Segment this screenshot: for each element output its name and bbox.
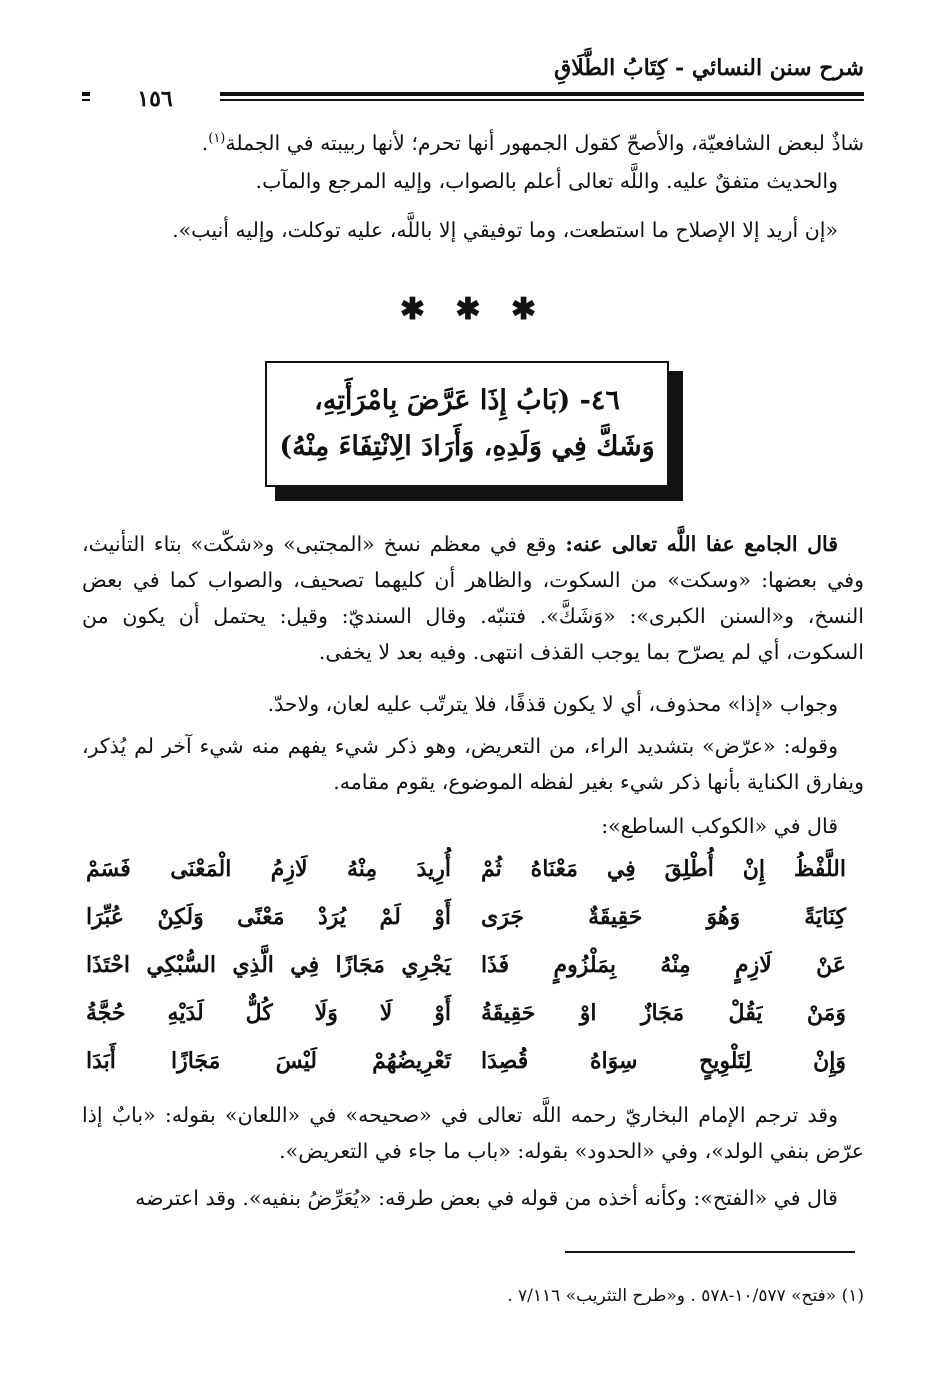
poem-verse <box>82 893 846 941</box>
poem-verse <box>82 941 846 989</box>
verse-first-hemistich: عَنْ لَازِمٍ مِنْهُ بِمَلْزُومٍ فَذَا <box>481 952 846 978</box>
verse-first-hemistich: وَمَنْ يَقُلْ مَجَازٌ اوْ حَقِيقَةُ <box>481 1000 846 1026</box>
section-separator: ✱ ✱ ✱ <box>399 292 547 327</box>
poem-verse <box>82 845 846 893</box>
verse-second-hemistich: أَوْ لَا وَلَا كُلٌّ لَدَيْهِ حُجَّةُ <box>86 1000 451 1026</box>
verse-second-hemistich: أُرِيدَ مِنْهُ لَازِمُ الْمَعْنَى فَسَمْ <box>86 856 451 882</box>
footnote-reference[interactable]: (١) <box>208 131 226 147</box>
verse-second-hemistich: تَعْرِيضُهُمْ لَيْسَ مَجَازًا أَبَدَا <box>86 1048 451 1074</box>
body-paragraph-2: وجواب «إذا» محذوف، أي لا يكون قذفًا، فلا يترتّب عليه لعان، ولاحدّ. <box>267 692 838 716</box>
verse-first-hemistich: اللَّفْظُ إِنْ أُطْلِقَ فِي مَعْنَاهُ ثُمْ <box>481 856 846 882</box>
verse-first-hemistich: كِنَايَةً وَهُوَ حَقِيقَةٌ جَرَى <box>481 904 846 930</box>
chapter-title-line-1: ٤٦- (بَابُ إِذَا عَرَّضَ بِامْرَأَتِهِ، <box>314 385 620 416</box>
body-paragraph-1 <box>82 526 864 670</box>
verse-second-hemistich: يَجْرِي مَجَازًا فِي الَّذِي السُّبْكِي احْتَذَا <box>86 952 451 978</box>
body-text-1: وقع في معظم نسخ «المجتبى» و«شكّت» بتاء التأنيث، وفي بعضها: «وسكت» من السكوت، والظاهر أن كليهما تصحيف، والصواب كما في بعض النسخ، و«السنن الكبرى»: «وَشَكَّ». فتنبّه. وقال السنديّ: وقيل: يحتمل أن يكون من السكوت، أي لم يصرّح بما يوجب القذف انتهى. وفيه بعد لا يخفى. <box>82 532 864 664</box>
intro-text-1-end: . <box>201 131 209 155</box>
body-paragraph-3: وقوله: «عرّض» بتشديد الراء، من التعريض، وهو ذكر شيء يفهم منه شيء آخر لم يُذكر، ويفارق الكناية بأنها ذكر شيء بغير لفظه الموضوع، يقوم مقامه. <box>82 734 864 794</box>
poem-verse <box>82 1037 846 1085</box>
intro-paragraph-3: «إن أريد إلا الإصلاح ما استطعت، وما توفيقي إلا باللَّه، عليه توكلت، وإليه أنيب». <box>172 218 838 242</box>
after-poem-paragraph-1: وقد ترجم الإمام البخاريّ رحمه اللَّه تعالى في «صحيحه» في «اللعان» بقوله: «بابٌ إذا عرّض بنفي الولد»، وفي «الحدود» بقوله: «باب ما جاء في التعريض». <box>82 1103 864 1163</box>
page-number <box>90 84 220 114</box>
chapter-title-box <box>265 361 669 487</box>
after-poem-paragraph-2: قال في «الفتح»: وكأنه أخذه من قوله في بعض طرقه: «يُعَرِّضُ بنفيه». وقد اعترضه <box>135 1186 838 1210</box>
author-lead: قال الجامع عفا اللَّه تعالى عنه: <box>565 532 839 556</box>
verse-second-hemistich: أَوْ لَمْ يُرَدْ مَعْنًى وَلَكِنْ عُبِّرَا <box>86 904 451 930</box>
page-number-text: ١٥٦ <box>137 86 173 112</box>
poem <box>82 845 846 1085</box>
footnote-divider <box>565 1251 855 1253</box>
intro-paragraph-1 <box>82 125 864 161</box>
verse-first-hemistich: وَإِنْ لِتَلْوِيحٍ سِوَاهُ قُصِدَا <box>481 1048 846 1074</box>
intro-text-1: شاذٌ لبعض الشافعيّة، والأصحّ كقول الجمهور أنها تحرم؛ لأنها ربيبته في الجملة <box>225 131 864 155</box>
footnote: (١) «فتح» ١٠/٥٧٧-٥٧٨ . و«طرح التثريب» ٧/١١٦ . <box>507 1286 864 1306</box>
intro-paragraph-2: والحديث متفقٌ عليه. واللَّه تعالى أعلم بالصواب، وإليه المرجع والمآب. <box>255 169 838 193</box>
body-paragraph-4: قال في «الكوكب الساطع»: <box>601 814 838 838</box>
chapter-title-line-2: وَشَكَّ فِي وَلَدِهِ، وَأَرَادَ الِانْتِفَاءَ مِنْهُ) <box>279 431 655 462</box>
running-title: شرح سنن النسائي - كِتَابُ الطَّلَاقِ <box>554 55 864 81</box>
poem-verse <box>82 989 846 1037</box>
